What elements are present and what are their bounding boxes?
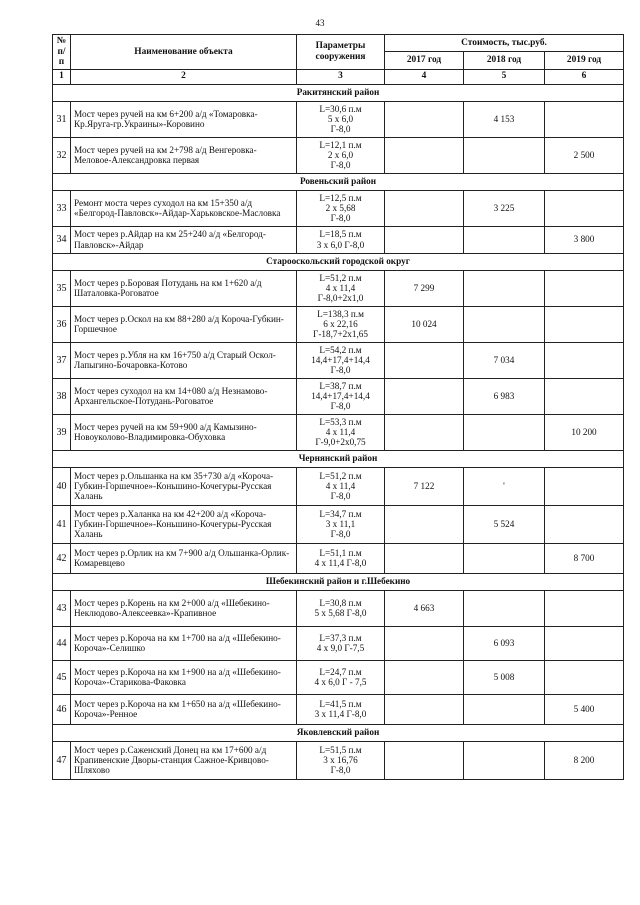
table-row: [53, 543, 624, 573]
row-number: 34: [53, 226, 71, 253]
row-number: 38: [53, 378, 71, 414]
table-body: [53, 84, 624, 779]
object-name: Мост через р.Боровая Потудань на км 1+620 а/д Шаталовка-Роговатое: [71, 270, 297, 306]
row-number: 43: [53, 590, 71, 626]
row-number: 37: [53, 342, 71, 378]
cost-2019: [545, 590, 624, 626]
column-number: 1: [53, 69, 71, 84]
cost-2017: [385, 741, 464, 779]
cost-2017: 10 024: [385, 306, 464, 342]
cost-2019: [545, 505, 624, 543]
cost-2017: [385, 414, 464, 450]
cost-2018: 6 983: [464, 378, 545, 414]
cost-2018: [464, 226, 545, 253]
cost-2018: [464, 741, 545, 779]
table-row: [53, 660, 624, 694]
cost-2017: [385, 660, 464, 694]
structure-params: L=51,2 п.м 4 х 11,4 Г-8,0+2х1,0: [297, 270, 385, 306]
structure-params: L=51,2 п.м 4 х 11,4 Г-8,0: [297, 467, 385, 505]
cost-2018: [464, 306, 545, 342]
cost-2018: [464, 694, 545, 724]
row-number: 42: [53, 543, 71, 573]
table-row: [53, 101, 624, 137]
cost-2019: [545, 626, 624, 660]
cost-2017: [385, 342, 464, 378]
cost-2018: [464, 270, 545, 306]
district-name: Ракитянский район: [53, 84, 624, 101]
row-number: 31: [53, 101, 71, 137]
cost-2017: [385, 694, 464, 724]
structure-params: L=12,1 п.м 2 х 6,0 Г-8,0: [297, 137, 385, 173]
structure-params: L=37,3 п.м 4 х 9,0 Г-7,5: [297, 626, 385, 660]
cost-2018: 6 093: [464, 626, 545, 660]
structure-params: L=51,5 п.м 3 х 16,76 Г-8,0: [297, 741, 385, 779]
header-params: Параметры сооружения: [297, 35, 385, 70]
district-name: Ровеньский район: [53, 173, 624, 190]
cost-2019: 10 200: [545, 414, 624, 450]
object-name: Мост через р.Убля на км 16+750 а/д Старый Оскол-Лапыгино-Бочаровка-Котово: [71, 342, 297, 378]
cost-2017: [385, 505, 464, 543]
header-no: № п/п: [53, 35, 71, 70]
header-2017: 2017 год: [385, 52, 464, 69]
structure-params: L=34,7 п.м 3 х 11,1 Г-8,0: [297, 505, 385, 543]
cost-2017: [385, 137, 464, 173]
district-name: Чернянский район: [53, 450, 624, 467]
object-name: Мост через ручей на км 59+900 а/д Камызино-Новоуколово-Владимировка-Обуховка: [71, 414, 297, 450]
cost-2019: [545, 101, 624, 137]
table-row: [53, 342, 624, 378]
page-number: 43: [315, 18, 325, 28]
row-number: 40: [53, 467, 71, 505]
object-name: Мост через р.Корень на км 2+000 а/д «Шебекино-Неклюдово-Алексеевка»-Крапивное: [71, 590, 297, 626]
cost-2019: [545, 660, 624, 694]
row-number: 35: [53, 270, 71, 306]
district-row: [53, 84, 624, 101]
table-row: [53, 270, 624, 306]
header-cost: Стоимость, тыс.руб.: [385, 35, 624, 52]
district-name: Старооскольский городской округ: [53, 253, 624, 270]
table-row: [53, 306, 624, 342]
cost-2017: [385, 543, 464, 573]
table-row: [53, 137, 624, 173]
table-row: [53, 226, 624, 253]
cost-2018: 5 008: [464, 660, 545, 694]
cost-2018: 4 153: [464, 101, 545, 137]
row-number: 44: [53, 626, 71, 660]
cost-2018: 5 524: [464, 505, 545, 543]
structure-params: L=38,7 п.м 14,4+17,4+14,4 Г-8,0: [297, 378, 385, 414]
object-name: Мост через ручей на км 6+200 а/д «Томаровка-Кр.Яруга-гр.Украины»-Коровино: [71, 101, 297, 137]
structure-params: L=53,3 п.м 4 х 11,4 Г-9,0+2х0,75: [297, 414, 385, 450]
cost-2019: [545, 467, 624, 505]
object-name: Мост через р.Саженский Донец на км 17+600 а/д Крапивенские Дворы-станция Сажное-Кривцово-Шляхово: [71, 741, 297, 779]
object-name: Мост через р.Короча на км 1+700 на а/д «Шебекино-Короча»-Селишко: [71, 626, 297, 660]
table-row: [53, 190, 624, 226]
district-row: [53, 450, 624, 467]
cost-2018: [464, 590, 545, 626]
object-name: Мост через р.Орлик на км 7+900 а/д Ольшанка-Орлик-Комаревцево: [71, 543, 297, 573]
cost-2019: [545, 306, 624, 342]
structure-params: L=24,7 п.м 4 х 6,0 Г - 7,5: [297, 660, 385, 694]
table-row: [53, 467, 624, 505]
cost-2019: 2 500: [545, 137, 624, 173]
object-name: Мост через р.Ольшанка на км 35+730 а/д «Короча-Губкин-Горшечное»-Коньшино-Кочегуры-Русская Халань: [71, 467, 297, 505]
cost-2019: [545, 270, 624, 306]
table-row: [53, 414, 624, 450]
structure-params: L=12,5 п.м 2 х 5,68 Г-8,0: [297, 190, 385, 226]
row-number: 39: [53, 414, 71, 450]
cost-2019: [545, 190, 624, 226]
object-name: Мост через р.Короча на км 1+650 на а/д «Шебекино-Короча»-Ренное: [71, 694, 297, 724]
header-2019: 2019 год: [545, 52, 624, 69]
cost-2019: 8 200: [545, 741, 624, 779]
structure-params: L=30,8 п.м 5 х 5,68 Г-8,0: [297, 590, 385, 626]
cost-2018: [464, 543, 545, 573]
district-row: [53, 253, 624, 270]
object-name: Ремонт моста через суходол на км 15+350 а/д «Белгород-Павловск»-Айдар-Харьковское-Масловка: [71, 190, 297, 226]
structure-params: L=18,5 п.м 3 х 6,0 Г-8,0: [297, 226, 385, 253]
cost-2017: 4 663: [385, 590, 464, 626]
column-number: 6: [545, 69, 624, 84]
bridge-repair-table: [52, 34, 624, 780]
cost-2018: 3 225: [464, 190, 545, 226]
cost-2017: [385, 190, 464, 226]
table-row: [53, 626, 624, 660]
cost-2018: [464, 414, 545, 450]
district-name: Шебекинский район и г.Шебекино: [53, 573, 624, 590]
row-number: 41: [53, 505, 71, 543]
cost-2017: [385, 378, 464, 414]
cost-2017: [385, 226, 464, 253]
object-name: Мост через р.Айдар на км 25+240 а/д «Белгород-Павловск»-Айдар: [71, 226, 297, 253]
row-number: 33: [53, 190, 71, 226]
table-row: [53, 378, 624, 414]
structure-params: L=30,6 п.м 5 х 6,0 Г-8,0: [297, 101, 385, 137]
cost-2018: 7 034: [464, 342, 545, 378]
cost-2017: 7 122: [385, 467, 464, 505]
object-name: Мост через р.Оскол на км 88+280 а/д Короча-Губкин-Горшечное: [71, 306, 297, 342]
row-number: 45: [53, 660, 71, 694]
object-name: Мост через р.Короча на км 1+900 на а/д «Шебекино-Короча»-Старикова-Факовка: [71, 660, 297, 694]
cost-2017: [385, 101, 464, 137]
cost-2019: [545, 342, 624, 378]
table-row: [53, 505, 624, 543]
object-name: Мост через р.Халанка на км 42+200 а/д «Короча-Губкин-Горшечное»-Коньшино-Кочегуры-Русская Халань: [71, 505, 297, 543]
structure-params: L=51,1 п.м 4 х 11,4 Г-8,0: [297, 543, 385, 573]
column-number: 3: [297, 69, 385, 84]
column-number: 2: [71, 69, 297, 84]
structure-params: L=54,2 п.м 14,4+17,4+14,4 Г-8,0: [297, 342, 385, 378]
cost-2018: [464, 137, 545, 173]
cost-2017: 7 299: [385, 270, 464, 306]
column-number: 4: [385, 69, 464, 84]
cost-2019: 5 400: [545, 694, 624, 724]
table-row: [53, 694, 624, 724]
district-row: [53, 724, 624, 741]
table-row: [53, 590, 624, 626]
row-number: 47: [53, 741, 71, 779]
column-number: 5: [464, 69, 545, 84]
table-row: [53, 741, 624, 779]
row-number: 36: [53, 306, 71, 342]
cost-2019: 8 700: [545, 543, 624, 573]
object-name: Мост через суходол на км 14+080 а/д Незнамово-Архангельское-Потудань-Роговатое: [71, 378, 297, 414]
header-2018: 2018 год: [464, 52, 545, 69]
object-name: Мост через ручей на км 2+798 а/д Венгеровка-Меловое-Александровка первая: [71, 137, 297, 173]
row-number: 46: [53, 694, 71, 724]
cost-2017: [385, 626, 464, 660]
district-row: [53, 173, 624, 190]
row-number: 32: [53, 137, 71, 173]
header-name: Наименование объекта: [71, 35, 297, 70]
cost-2019: 3 800: [545, 226, 624, 253]
structure-params: L=138,3 п.м 6 х 22,16 Г-18,7+2х1,65: [297, 306, 385, 342]
cost-2019: [545, 378, 624, 414]
district-name: Яковлевский район: [53, 724, 624, 741]
structure-params: L=41,5 п.м 3 х 11,4 Г-8,0: [297, 694, 385, 724]
cost-2018: ': [464, 467, 545, 505]
district-row: [53, 573, 624, 590]
